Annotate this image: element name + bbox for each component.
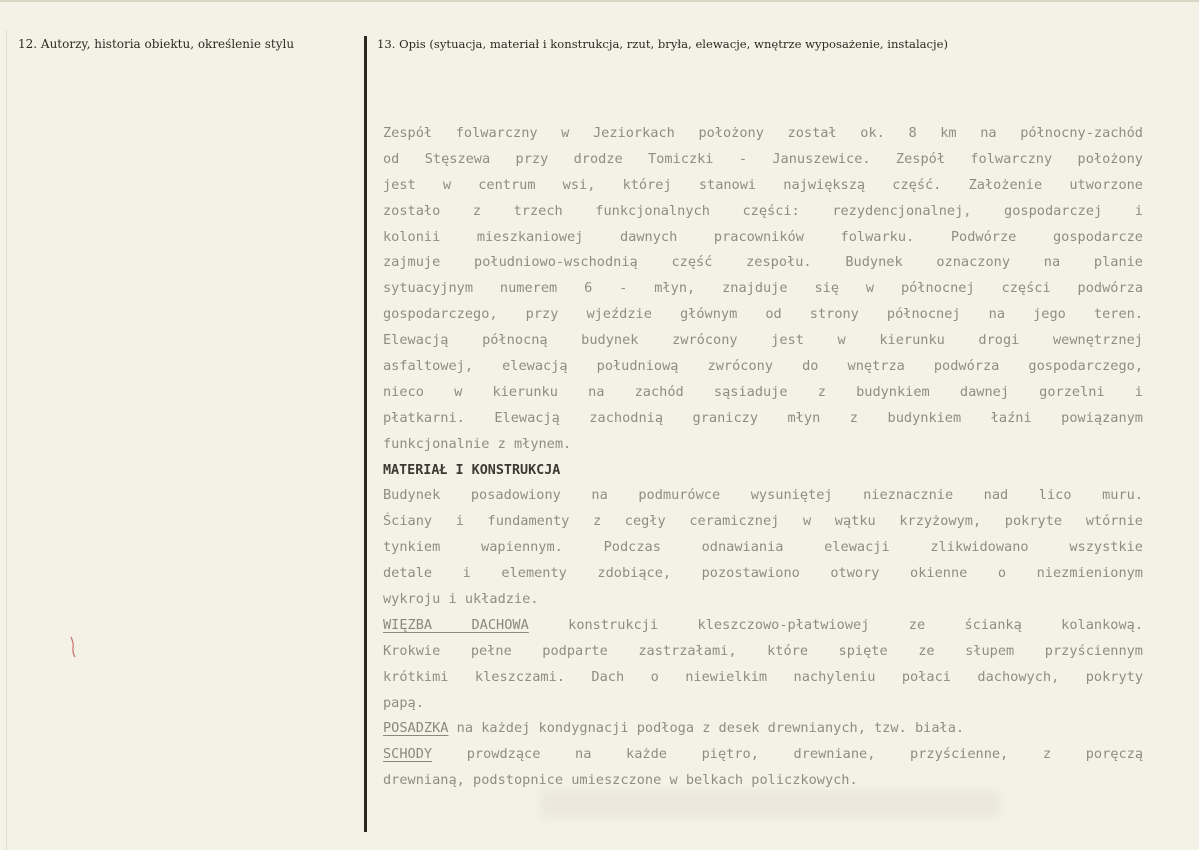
floor-line — [383, 716, 1143, 742]
text-line: płatkarni. Elewacją zachodnią graniczy młyn z budynkiem łaźni powiązanym — [383, 409, 1143, 426]
text-line: Elewacją północną budynek zwrócony jest w kierunku drogi wewnętrznej — [383, 332, 1143, 349]
text-line: nieco w kierunku na zachód sąsiaduje z budynkiem dawnej gorzelni i — [383, 383, 1143, 400]
roof-first-line-rest: konstrukcji kleszczowo-płatwiowej ze ścianką kolankową. — [528, 616, 1143, 633]
section-13-header: 13. Opis (sytuacja, materiał i konstrukcja, rzut, bryła, elewacje, wnętrze wyposażenie, instalacje) — [377, 37, 949, 51]
stairs-first-line — [383, 742, 1143, 768]
text-line: zajmuje południowo-wschodnią część zespołu. Budynek oznaczony na planie — [383, 254, 1143, 271]
stairs-first-line-rest: prowdzące na każde piętro, drewniane, przyścienne, z poręczą — [432, 746, 1143, 763]
red-pen-mark — [70, 636, 76, 658]
stairs-paragraph — [383, 768, 1143, 794]
floor-term: POSADZKA — [383, 720, 449, 737]
text-line: wykroju i układzie. — [383, 591, 539, 608]
stairs-term: SCHODY — [383, 746, 433, 763]
text-line: drewnianą, podstopnice umieszczone w belkach policzkowych. — [383, 772, 858, 789]
page-left-edge — [6, 30, 7, 850]
text-line: papą. — [383, 694, 424, 711]
roof-first-line — [383, 613, 1143, 639]
material-heading: MATERIAŁ I KONSTRUKCJA — [383, 462, 561, 478]
text-line: Zespół folwarczny w Jeziorkach położony został ok. 8 km na północny-zachód — [383, 125, 1143, 141]
text-line: gospodarczego, przy wjeździe głównym od strony północnej na jego teren. — [383, 306, 1143, 323]
text-line: Ściany i fundamenty z cegły ceramicznej w wątku krzyżowym, pokryte wtórnie — [383, 513, 1143, 530]
roof-paragraph — [383, 639, 1143, 717]
text-line: od Stęszewa przy drodze Tomiczki - Januszewice. Zespół folwarczny położony — [383, 150, 1143, 167]
floor-rest: na każdej kondygnacji podłoga z desek drewnianych, tzw. biała. — [448, 720, 965, 737]
text-line: Budynek posadowiony na podmurówce wysuniętej nieznacznie nad lico muru. — [383, 487, 1143, 504]
page-top-edge — [0, 0, 1199, 2]
section-12-header: 12. Autorzy, historia obiektu, określenie stylu — [18, 37, 295, 51]
text-line: sytuacyjnym numerem 6 - młyn, znajduje się w północnej części podwórza — [383, 280, 1143, 297]
text-line: Krokwie pełne podparte zastrzałami, które spięte ze słupem przyściennym — [383, 642, 1143, 659]
roof-term: WIĘZBA DACHOWA — [383, 616, 529, 633]
text-line: detale i elementy zdobiące, pozostawiono otwory okienne o niezmienionym — [383, 565, 1143, 582]
text-line: jest w centrum wsi, której stanowi największą część. Założenie utworzone — [383, 176, 1143, 193]
text-line: tynkiem wapiennym. Podczas odnawiania elewacji zlikwidowano wszystkie — [383, 539, 1143, 556]
text-line: funkcjonalnie z młynem. — [383, 435, 572, 452]
paper-smudge — [540, 790, 1000, 818]
text-line: zostało z trzech funkcjonalnych części: rezydencjonalnej, gospodarczej i — [383, 202, 1143, 219]
column-divider — [364, 36, 367, 832]
description-paragraph — [383, 121, 1143, 458]
material-paragraph — [383, 483, 1143, 612]
text-line: kolonii mieszkaniowej dawnych pracowników folwarku. Podwórze gospodarcze — [383, 228, 1143, 245]
text-line: asfaltowej, elewacją południową zwrócony do wnętrza podwórza gospodarczego, — [383, 358, 1143, 375]
description-text — [383, 121, 1143, 794]
text-line: krótkimi kleszczami. Dach o niewielkim nachyleniu połaci dachowych, pokryty — [383, 668, 1143, 685]
